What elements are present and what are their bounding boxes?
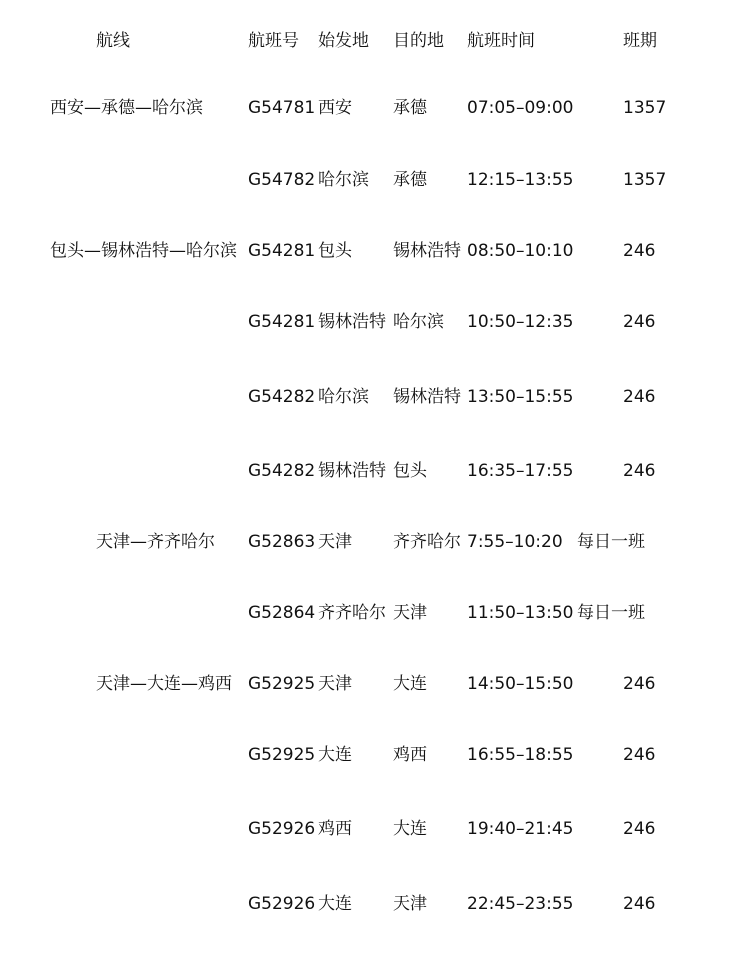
row-flight-number: G54282 bbox=[248, 387, 316, 407]
row-flight-time: 19:40–21:45 bbox=[467, 819, 574, 839]
row-flight-number: G52926 bbox=[248, 819, 316, 839]
row-flight-number: G54782 bbox=[248, 170, 316, 190]
row-origin: 大连 bbox=[318, 745, 352, 765]
row-schedule: 246 bbox=[623, 312, 656, 332]
row-flight-time: 12:15–13:55 bbox=[467, 170, 574, 190]
row-route: 天津—齐齐哈尔 bbox=[96, 532, 215, 552]
row-origin: 天津 bbox=[318, 674, 352, 694]
row-flight-time: 16:35–17:55 bbox=[467, 461, 574, 481]
row-flight-time: 7:55–10:20 bbox=[467, 532, 563, 552]
row-destination: 天津 bbox=[393, 603, 427, 623]
row-flight-time: 07:05–09:00 bbox=[467, 98, 574, 118]
row-route: 天津—大连—鸡西 bbox=[96, 674, 232, 694]
row-route: 包头—锡林浩特—哈尔滨 bbox=[50, 241, 237, 261]
header-flight-time: 航班时间 bbox=[467, 31, 535, 51]
row-destination: 天津 bbox=[393, 894, 427, 914]
row-flight-time: 08:50–10:10 bbox=[467, 241, 574, 261]
header-origin: 始发地 bbox=[318, 31, 369, 51]
row-flight-number: G52925 bbox=[248, 674, 316, 694]
row-destination: 大连 bbox=[393, 674, 427, 694]
row-schedule: 1357 bbox=[623, 170, 667, 190]
row-schedule: 246 bbox=[623, 387, 656, 407]
row-flight-number: G54282 bbox=[248, 461, 316, 481]
row-flight-number: G52863 bbox=[248, 532, 316, 552]
row-origin: 天津 bbox=[318, 532, 352, 552]
header-flight-number: 航班号 bbox=[248, 31, 299, 51]
row-schedule: 1357 bbox=[623, 98, 667, 118]
row-origin: 包头 bbox=[318, 241, 352, 261]
row-schedule: 246 bbox=[623, 819, 656, 839]
row-flight-number: G52925 bbox=[248, 745, 316, 765]
row-origin: 锡林浩特 bbox=[318, 461, 386, 481]
row-destination: 锡林浩特 bbox=[393, 387, 461, 407]
row-destination: 大连 bbox=[393, 819, 427, 839]
row-flight-time: 16:55–18:55 bbox=[467, 745, 574, 765]
row-schedule: 246 bbox=[623, 241, 656, 261]
row-flight-number: G54281 bbox=[248, 241, 316, 261]
row-origin: 哈尔滨 bbox=[318, 170, 369, 190]
row-destination: 包头 bbox=[393, 461, 427, 481]
row-destination: 承德 bbox=[393, 98, 427, 118]
row-origin: 哈尔滨 bbox=[318, 387, 369, 407]
header-destination: 目的地 bbox=[393, 31, 444, 51]
row-schedule: 246 bbox=[623, 461, 656, 481]
row-flight-time: 10:50–12:35 bbox=[467, 312, 574, 332]
row-origin: 西安 bbox=[318, 98, 352, 118]
row-schedule: 每日一班 bbox=[577, 603, 645, 623]
row-destination: 鸡西 bbox=[393, 745, 427, 765]
row-flight-time: 22:45–23:55 bbox=[467, 894, 574, 914]
row-schedule: 246 bbox=[623, 674, 656, 694]
row-flight-time: 14:50–15:50 bbox=[467, 674, 574, 694]
row-destination: 锡林浩特 bbox=[393, 241, 461, 261]
row-destination: 齐齐哈尔 bbox=[393, 532, 461, 552]
row-schedule: 246 bbox=[623, 894, 656, 914]
row-origin: 齐齐哈尔 bbox=[318, 603, 386, 623]
row-flight-number: G52926 bbox=[248, 894, 316, 914]
row-flight-number: G54781 bbox=[248, 98, 316, 118]
row-origin: 锡林浩特 bbox=[318, 312, 386, 332]
row-flight-time: 13:50–15:55 bbox=[467, 387, 574, 407]
row-route: 西安—承德—哈尔滨 bbox=[50, 98, 203, 118]
header-route: 航线 bbox=[96, 31, 130, 51]
row-destination: 承德 bbox=[393, 170, 427, 190]
row-origin: 鸡西 bbox=[318, 819, 352, 839]
row-flight-time: 11:50–13:50 bbox=[467, 603, 574, 623]
row-flight-number: G52864 bbox=[248, 603, 316, 623]
row-schedule: 246 bbox=[623, 745, 656, 765]
row-origin: 大连 bbox=[318, 894, 352, 914]
row-destination: 哈尔滨 bbox=[393, 312, 444, 332]
row-flight-number: G54281 bbox=[248, 312, 316, 332]
row-schedule: 每日一班 bbox=[577, 532, 645, 552]
header-schedule: 班期 bbox=[623, 31, 657, 51]
